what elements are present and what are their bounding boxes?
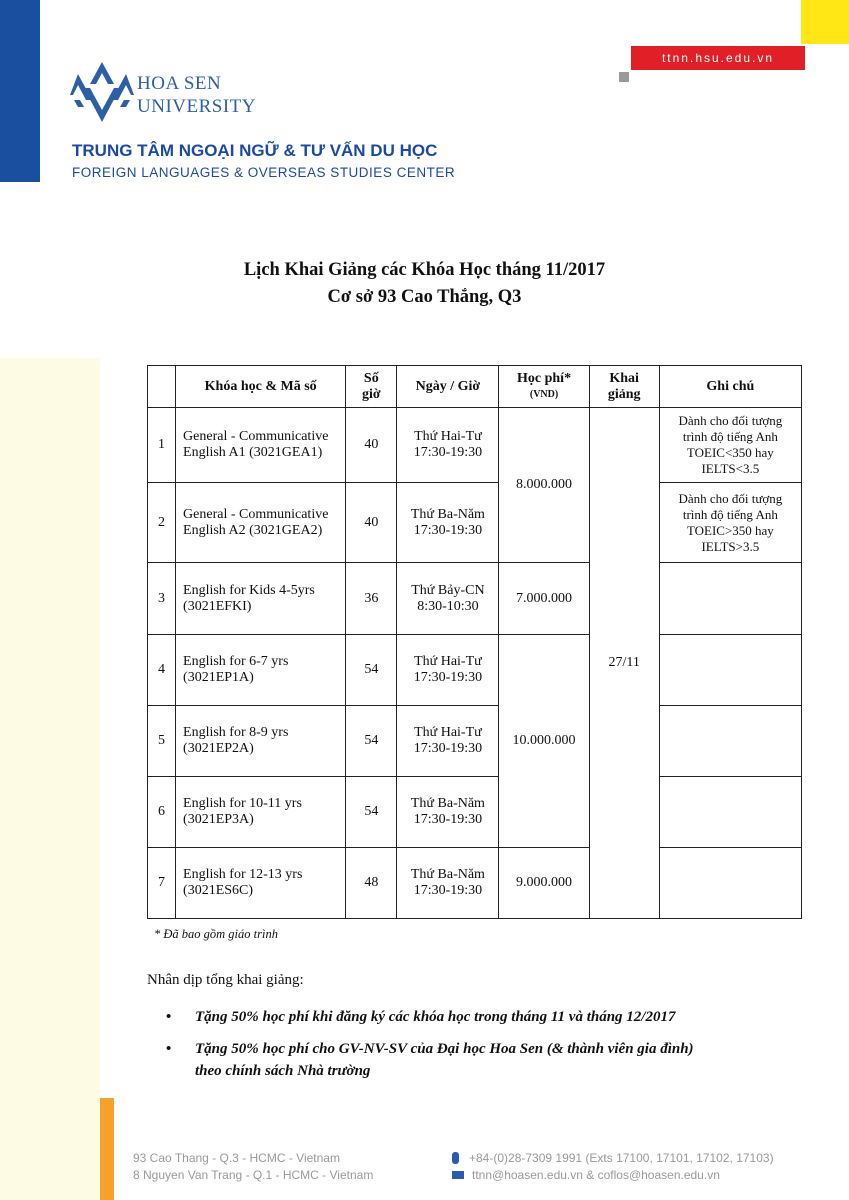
gray-decor-square (619, 72, 629, 82)
table-row (148, 777, 802, 848)
course-cell (176, 635, 346, 706)
note-line: TOEIC>350 hay (686, 522, 774, 538)
schedule-time: 17:30-19:30 (413, 445, 483, 460)
schedule-cell (397, 483, 499, 563)
document-subtitle: Cơ sở 93 Cao Thắng, Q3 (327, 287, 522, 307)
table-row (148, 848, 802, 919)
hours-cell: 54 (346, 777, 397, 848)
course-name: General - Communicative (183, 429, 329, 444)
header-number (148, 366, 176, 408)
row-number: 6 (148, 777, 176, 848)
course-cell (176, 563, 346, 635)
footer-phone (452, 1151, 774, 1165)
header-start (589, 366, 659, 408)
row-number: 3 (148, 563, 176, 635)
course-code: (3021EFKI) (183, 598, 252, 614)
hours-cell: 40 (346, 483, 397, 563)
table-header-row (148, 366, 802, 408)
left-cream-accent-bar (0, 358, 100, 1200)
center-name-vietnamese: TRUNG TÂM NGOẠI NGỮ & TƯ VẤN DU HỌC (72, 141, 438, 160)
university-name-line1: HOA SEN (137, 73, 222, 94)
schedule-time: 17:30-19:30 (413, 741, 483, 756)
course-cell (176, 777, 346, 848)
table-row (148, 706, 802, 777)
course-name: English for 8-9 yrs (183, 725, 289, 740)
hours-cell: 40 (346, 408, 397, 483)
promo-text: theo chính sách Nhà trường (195, 1063, 371, 1079)
course-code: English A1 (3021GEA1) (183, 445, 323, 460)
row-number: 7 (148, 848, 176, 919)
university-name (137, 72, 256, 118)
schedule-day: Thứ Hai-Tư (414, 429, 482, 444)
university-name-line2: UNIVERSITY (137, 96, 256, 117)
promo-intro: Nhân dịp tổng khai giảng: (147, 972, 304, 988)
footer-email-text[interactable]: ttnn@hoasen.edu.vn & coflos@hoasen.edu.vn (472, 1168, 720, 1182)
phone-icon (452, 1152, 459, 1164)
website-tag[interactable]: ttnn.hsu.edu.vn (631, 46, 805, 70)
note-line: trình độ tiếng Anh (682, 506, 778, 522)
note-cell (659, 563, 801, 635)
header-schedule: Ngày / Giờ (397, 366, 499, 408)
promo-list (166, 1006, 805, 1092)
start-date-cell: 27/11 (589, 408, 659, 919)
left-blue-accent-bar (0, 0, 40, 182)
document-title: Lịch Khai Giảng các Khóa Học tháng 11/2017 (243, 260, 606, 280)
note-line: IELTS<3.5 (701, 461, 760, 476)
orange-accent-bar (100, 1098, 114, 1200)
header-start-a: Khai (609, 370, 639, 386)
schedule-cell (397, 408, 499, 483)
course-code: English A2 (3021GEA2) (183, 522, 323, 538)
note-line: IELTS>3.5 (701, 538, 760, 554)
course-code: (3021EP1A) (183, 670, 254, 685)
header-fee (499, 366, 589, 408)
fee-cell: 8.000.000 (499, 408, 589, 563)
schedule-time: 17:30-19:30 (413, 812, 483, 827)
fee-cell: 9.000.000 (499, 848, 589, 919)
schedule-day: Thứ Bảy-CN (411, 582, 485, 598)
footer-email (452, 1168, 720, 1182)
header-hours (346, 366, 397, 408)
hours-cell: 36 (346, 563, 397, 635)
course-cell (176, 706, 346, 777)
header-hours-a: Số (363, 370, 379, 386)
note-line: Dành cho đối tượng (678, 490, 783, 506)
schedule-time: 17:30-19:30 (413, 883, 483, 898)
schedule-cell (397, 777, 499, 848)
note-line: trình độ tiếng Anh (682, 429, 778, 444)
table-row (148, 483, 802, 563)
row-number: 4 (148, 635, 176, 706)
course-schedule-table (147, 365, 802, 919)
header-course: Khóa học & Mã số (176, 366, 346, 408)
footer-address-2: 8 Nguyen Van Trang - Q.1 - HCMC - Vietnam (133, 1168, 374, 1182)
bullet-icon: • (166, 1041, 172, 1057)
schedule-time: 17:30-19:30 (413, 522, 483, 538)
note-cell (659, 777, 801, 848)
hours-cell: 54 (346, 635, 397, 706)
schedule-day: Thứ Ba-Năm (410, 796, 485, 811)
schedule-day: Thứ Ba-Năm (410, 506, 485, 522)
course-name: English for 6-7 yrs (183, 654, 289, 669)
schedule-time: 17:30-19:30 (413, 670, 483, 685)
course-name: General - Communicative (183, 506, 329, 522)
course-cell (176, 483, 346, 563)
table-row (148, 408, 802, 483)
course-name: English for 10-11 yrs (183, 796, 302, 811)
table-row (148, 635, 802, 706)
schedule-day: Thứ Ba-Năm (410, 867, 485, 882)
schedule-cell (397, 563, 499, 635)
course-code: (3021ES6C) (183, 883, 254, 898)
schedule-day: Thứ Hai-Tư (414, 725, 482, 740)
course-cell (176, 848, 346, 919)
fee-cell: 7.000.000 (499, 563, 589, 635)
row-number: 2 (148, 483, 176, 563)
center-name-english: FOREIGN LANGUAGES & OVERSEAS STUDIES CENTER (72, 165, 456, 180)
promo-text: Tặng 50% học phí cho GV-NV-SV của Đại học Hoa Sen (& thành viên gia đình) (195, 1041, 694, 1057)
fee-cell: 10.000.000 (499, 635, 589, 848)
course-name: English for Kids 4-5yrs (183, 582, 315, 598)
row-number: 1 (148, 408, 176, 483)
schedule-cell (397, 706, 499, 777)
schedule-cell (397, 848, 499, 919)
hoa-sen-lotus-logo-icon (70, 60, 134, 122)
promo-item (166, 1006, 805, 1028)
course-code: (3021EP2A) (183, 741, 254, 756)
footnote: * Đã bao gồm giáo trình (154, 927, 278, 941)
footer-phone-text: +84-(0)28-7309 1991 (Exts 17100, 17101, 17102, 17103) (469, 1151, 774, 1165)
hours-cell: 54 (346, 706, 397, 777)
schedule-cell (397, 635, 499, 706)
mail-icon (452, 1171, 464, 1179)
note-cell (659, 408, 801, 483)
bullet-icon: • (166, 1009, 172, 1025)
header-fee-unit: (VND) (529, 388, 559, 400)
note-line: TOEIC<350 hay (686, 445, 774, 460)
schedule-day: Thứ Hai-Tư (414, 654, 482, 669)
header-hours-b: giờ (361, 386, 381, 402)
table-row (148, 563, 802, 635)
header-start-b: giảng (607, 386, 641, 402)
course-cell (176, 408, 346, 483)
schedule-time: 8:30-10:30 (417, 598, 479, 614)
note-cell (659, 848, 801, 919)
note-cell (659, 635, 801, 706)
promo-item (166, 1038, 805, 1082)
yellow-corner-square (801, 0, 849, 44)
note-cell (659, 483, 801, 563)
course-code: (3021EP3A) (183, 812, 254, 827)
hours-cell: 48 (346, 848, 397, 919)
header-fee-a: Học phí* (517, 370, 572, 386)
note-line: Dành cho đối tượng (678, 413, 783, 428)
row-number: 5 (148, 706, 176, 777)
promo-text: Tặng 50% học phí khi đăng ký các khóa học trong tháng 11 và tháng 12/2017 (195, 1009, 676, 1025)
footer-address-1: 93 Cao Thang - Q.3 - HCMC - Vietnam (133, 1151, 340, 1165)
course-name: English for 12-13 yrs (183, 867, 303, 882)
header-note: Ghi chú (659, 366, 801, 408)
note-cell (659, 706, 801, 777)
